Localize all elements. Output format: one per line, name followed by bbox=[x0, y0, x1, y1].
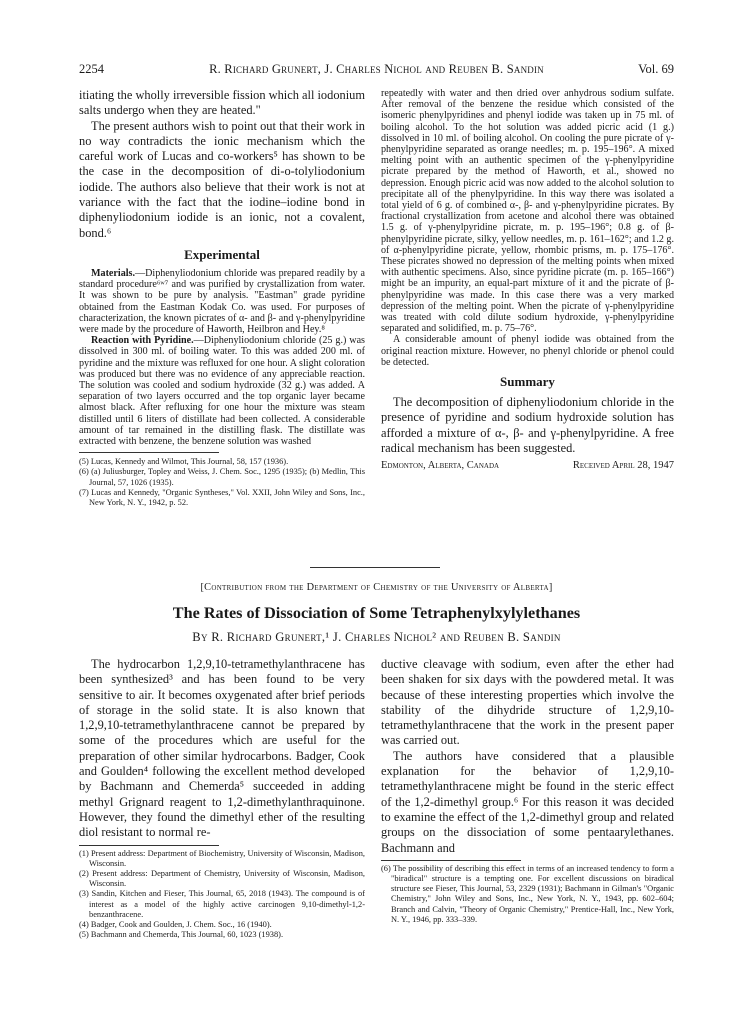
page-number: 2254 bbox=[79, 62, 104, 76]
footnote: (5) Lucas, Kennedy and Wilmot, This Journal, 58, 157 (1936). bbox=[79, 457, 289, 467]
received-date: Received April 28, 1947 bbox=[572, 460, 674, 472]
article-left-column bbox=[79, 657, 365, 1002]
footnote-rule bbox=[79, 452, 219, 453]
paragraph: repeatedly with water and then dried over anhydrous sodium sulfate. After removal of the benzene the residue which consisted of the isomeric phenylpyridines and phenyl iodide was taken up in 75 ml. of boiling alcohol. To the hot solution was added picric acid (1 g.) dissolved in 10 ml. of boiling alcohol. On cooling the pure picrate of γ-phenylpyridine separated as orange needles; m. p. 195–196°. A mixed melting point with an authentic specimen of the γ-phenylpyridine picrate prepared by the method of Haworth, et al., showed no depression. Enough picric acid was now added to the alcohol solution to precipitate all of the phenylpyridine. In this way there was isolated a total yield of 6 g. of combined α-, β- and γ-phenylpyridine picrates. By fractional crystallization from acetone and alcohol there was obtained 1.5 g. of γ-phenylpyridine picrate, m. p. 195–196°; 0.8 g. of β-phenylpyridine picrate, silky, yellow needles, m. p. 161–162°; and 1.2 g. of α-phenylpyridine picrate, yellow, rhombic prisms, m. p. 175–176°. These picrates showed no depression of the melting points when mixed with authentic specimens. Also, since pyridine picrate (m. p. 165–166°) might be an impurity, an equal-part mixture of it and the picrate of β-phenylpyridine was made. In this case there was a very marked depression of the melting point. When the picrate of γ-phenylpyridine was treated with cold dilute sodium hydroxide, γ-phenylpyridine separated and solidified, m. p. 75–76°. bbox=[381, 88, 674, 335]
paragraph: The authors have considered that a plausible explanation for the behavior of 1,2,9,10-tetramethylanthracene might be found in the steric effect of the 1,2-dimethyl group.⁶ For this reason it was decided to examine the effect of the 1,2-dimethyl group and related groups on the dissociation of some pentaarylethanes. Bachmann and bbox=[381, 748, 674, 855]
paragraph: The present authors wish to point out that their work in no way contradicts the ionic mechanism which the careful work of Lucas and co-workers⁵ has shown to be the case in the decomposition of di-o-tolyliodonium iodide. The authors also believe that their work is not at variance with the fact that the iodine–iodine bond in diphenyliodonium iodide is an ionic, not a covalent, bond.⁶ bbox=[79, 118, 365, 240]
footnote: (7) Lucas and Kennedy, "Organic Syntheses," Vol. XXII, John Wiley and Sons, Inc., New York, N. Y., 1942, p. 52. bbox=[79, 487, 365, 508]
summary-paragraph: The decomposition of diphenyliodonium chloride in the presence of pyridine and sodium hydroxide solution has afforded a mixture of α-, β- and γ-phenylpyridine. A free radical mechanism has been suggested. bbox=[381, 395, 674, 455]
section-heading-experimental: Experimental bbox=[184, 246, 260, 262]
paragraph-reaction bbox=[79, 335, 365, 447]
run-in-heading: Materials. bbox=[91, 267, 136, 279]
footnote: (6) The possibility of describing this effect in terms of an increased tendency to form a "biradical" structure is a tempting one. For excellent discussions on biradical structure see Fieser, This Journal, 53, 2329 (1931); Bachmann in Gilman's "Organic Chemistry," John Wiley and Sons, Inc., New York, N. Y., 1943, pp. 602–604; Branch and Calvin, "Theory of Organic Chemistry," Prentice-Hall, Inc., New York, N. Y., 1946, pp. 333–339. bbox=[381, 863, 674, 924]
run-in-heading: Reaction with Pyridine. bbox=[91, 335, 194, 347]
previous-article-right-column bbox=[381, 88, 674, 558]
footnote: (1) Present address: Department of Biochemistry, University of Wisconsin, Madison, Wisconsin. bbox=[79, 848, 365, 868]
footnote: (6) (a) Juliusburger, Topley and Weiss, J. Chem. Soc., 1295 (1935); (b) Medlin, This Journal, 57, 1026 (1935). bbox=[79, 467, 365, 487]
paragraph: itiating the wholly irreversible fission which all iodonium salts undergo when they are heated." bbox=[79, 88, 365, 118]
article-title: The Rates of Dissociation of Some Tetraphenylxylylethanes bbox=[172, 604, 581, 622]
contribution-line: [Contribution from the Department of Chemistry of the University of Alberta] bbox=[200, 582, 553, 593]
paragraph-materials bbox=[79, 268, 365, 335]
previous-article-left-column bbox=[79, 88, 365, 558]
footnote-rule bbox=[381, 860, 521, 861]
footnote: (5) Bachmann and Chemerda, This Journal, 60, 1023 (1938). bbox=[79, 930, 284, 940]
article-right-column bbox=[381, 657, 674, 1002]
footnote: (2) Present address: Department of Chemistry, University of Wisconsin, Madison, Wisconsin. bbox=[79, 868, 365, 889]
section-heading-summary: Summary bbox=[500, 374, 555, 390]
article-authors: By R. Richard Grunert,¹ J. Charles Nichol² and Reuben B. Sandin bbox=[192, 630, 561, 644]
running-title: R. Richard Grunert, J. Charles Nichol and Reuben B. Sandin bbox=[209, 62, 544, 76]
footnote-rule bbox=[79, 845, 219, 846]
article-separator-rule bbox=[310, 567, 440, 568]
paragraph-text: —Diphenyliodonium chloride (25 g.) was dissolved in 300 ml. of boiling water. To this was added 200 ml. of pyridine and the mixture was refluxed for one hour. A slight coloration was produced but there was no evidence of any appreciable reaction. The solution was cooled and sodium hydroxide (32 g.) was added. A separation of two layers occurred and the top organic layer became almost black. After refluxing for one hour the mixture was steam distilled until 6 liters of distillate had been collected. A considerable amount of tar remained in the distilling flask. The distillate was extracted with benzene, the benzene solution was washed bbox=[79, 335, 365, 448]
paragraph: ductive cleavage with sodium, even after the ether had been shaken for six days with the powdered metal. It was because of these interesting properties which involve the stability of the dihydride structure of 1,2,9,10-tetramethylanthracene that the work in the present paper was carried out. bbox=[381, 657, 674, 748]
footnote: (3) Sandin, Kitchen and Fieser, This Journal, 65, 2018 (1943). The compound is of interest as a model of the highly active carcinogen 9,10-dimethyl-1,2-benzanthracene. bbox=[79, 889, 365, 919]
dateline bbox=[381, 460, 674, 471]
paragraph: A considerable amount of phenyl iodide was obtained from the original reaction mixture. However, no phenyl chloride or phenol could be detected. bbox=[381, 334, 674, 368]
paragraph-text: —Diphenyliodonium chloride was prepared readily by a standard procedure⁶ʷ⁷ and was purified by crystallization from water. It was shown to be pure by analysis. "Eastman" grade pyridine obtained from the Eastman Kodak Co. was used. For purposes of characterization, the known picrates of α- and β- and γ-phenylpyridine were made by the procedure of Haworth, Heilbron and Hey.⁸ bbox=[79, 267, 365, 335]
place: Edmonton, Alberta, Canada bbox=[381, 460, 500, 472]
volume-number: Vol. 69 bbox=[638, 62, 674, 76]
running-header bbox=[79, 62, 674, 78]
footnote: (4) Badger, Cook and Goulden, J. Chem. Soc., 16 (1940). bbox=[79, 919, 272, 929]
paragraph: The hydrocarbon 1,2,9,10-tetramethylanthracene has been synthesized³ and has been found to be very sensitive to air. It becomes oxygenated after brief periods of storage in the solid state. It is also known that 1,2,9,10-tetramethylanthracene cannot be prepared by some of the procedures which are useful for the preparation of other similar hydrocarbons. Badger, Cook and Goulden⁴ following the excellent method developed by Bachmann and Chemerda⁵ succeeded in adding methyl Grignard reagent to 1,2-dimethylanthraquinone. However, they found the dimethyl ether of the resulting diol resistant to normal re- bbox=[79, 657, 365, 840]
